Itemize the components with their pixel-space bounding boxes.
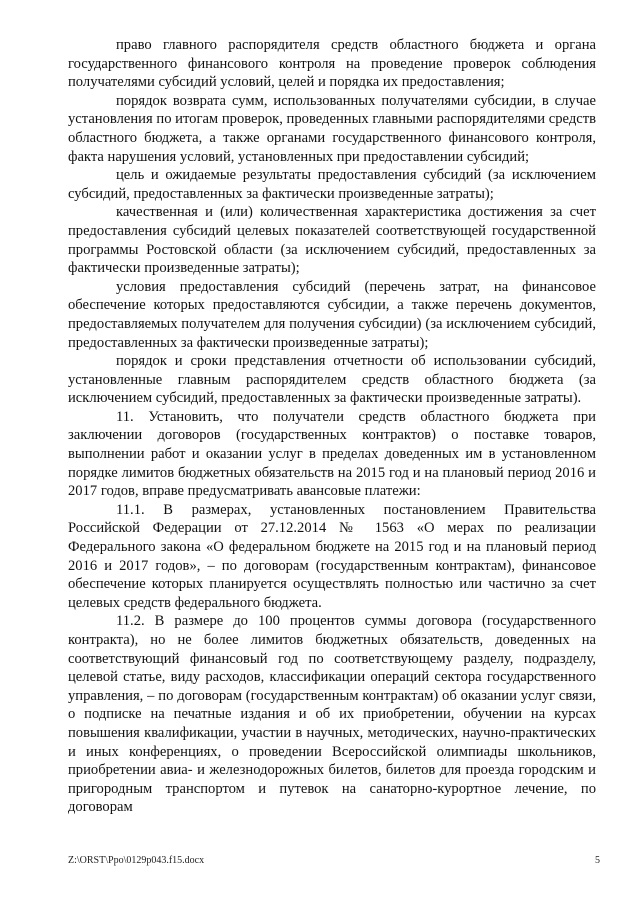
paragraph-6: порядок и сроки представления отчетности об использовании субсидий, установленные главным распорядителем средств областного бюджета (за исключением субсидий, предоставленных за фактически произведенные затраты). (68, 353, 596, 407)
paragraph-2: порядок возврата сумм, использованных получателями субсидии, в случае установления по итогам проверок, проведенных главными распорядителями средств областного бюджета, а также органами государственного финансового контроля, факта нарушения условий, установленных при предоставлении субсидий; (68, 92, 596, 165)
paragraph-clause-11-2: 11.2. В размере до 100 процентов суммы договора (государственного контракта), но не более лимитов бюджетных обязательств, доведенных на соответствующий финансовый год по соответствующему разделу, подразделу, целевой статье, виду расходов, классификации операций сектора государственного управления, – по договорам (государственным контрактам) об оказании услуг связи, о подписке на печатные издания и об их приобретении, обучении на курсах повышения квалификации, участии в научных, методических, научно-практических и иных конференциях, о проведении Всероссийской олимпиады школьников, приобретении авиа- и железнодорожных билетов, билетов для проезда городским и пригородным транспортом и путевок на санаторно-курортное лечение, по договорам (68, 613, 596, 816)
paragraph-3: цель и ожидаемые результаты предоставления субсидий (за исключением субсидий, предоставленных за фактически произведенные затраты); (68, 167, 596, 202)
footer-file-path: Z:\ORST\Ppo\0129p043.f15.docx (68, 855, 205, 866)
paragraph-clause-11-1: 11.1. В размерах, установленных постановлением Правительства Российской Федерации от 27.12.2014 № 1563 «О мерах по реализации Федерального закона «О федеральном бюджете на 2015 год и на плановый период 2016 и 2017 годов», – по договорам (государственным контрактам), финансовое обеспечение которых планируется осуществлять полностью или частично за счет целевых средств федерального бюджета. (68, 501, 596, 611)
paragraph-5: условия предоставления субсидий (перечень затрат, на финансовое обеспечение которых предоставляются субсидии, а также перечень документов, предоставляемых получателем для получения субсидии) (за исключением субсидий, предоставленных за фактически произведенные затраты); (68, 278, 596, 351)
paragraph-1: право главного распорядителя средств областного бюджета и органа государственного финансового контроля на проведение проверок соблюдения получателями субсидий условий, целей и порядка их предоставления; (68, 37, 596, 91)
document-body (68, 36, 596, 817)
footer-page-number: 5 (595, 855, 600, 866)
page-footer (68, 855, 600, 867)
paragraph-clause-11: 11. Установить, что получатели средств областного бюджета при заключении договоров (государственных контрактов) о поставке товаров, выполнении работ и оказании услуг в пределах доведенных им в установленном порядке лимитов бюджетных обязательств на 2015 год и на плановый период 2016 и 2017 годов, вправе предусматривать авансовые платежи: (68, 408, 596, 500)
paragraph-4: качественная и (или) количественная характеристика достижения за счет предоставления субсидий целевых показателей соответствующей государственной программы Ростовской области (за исключением субсидий, предоставленных за фактически произведенные затраты); (68, 204, 596, 277)
